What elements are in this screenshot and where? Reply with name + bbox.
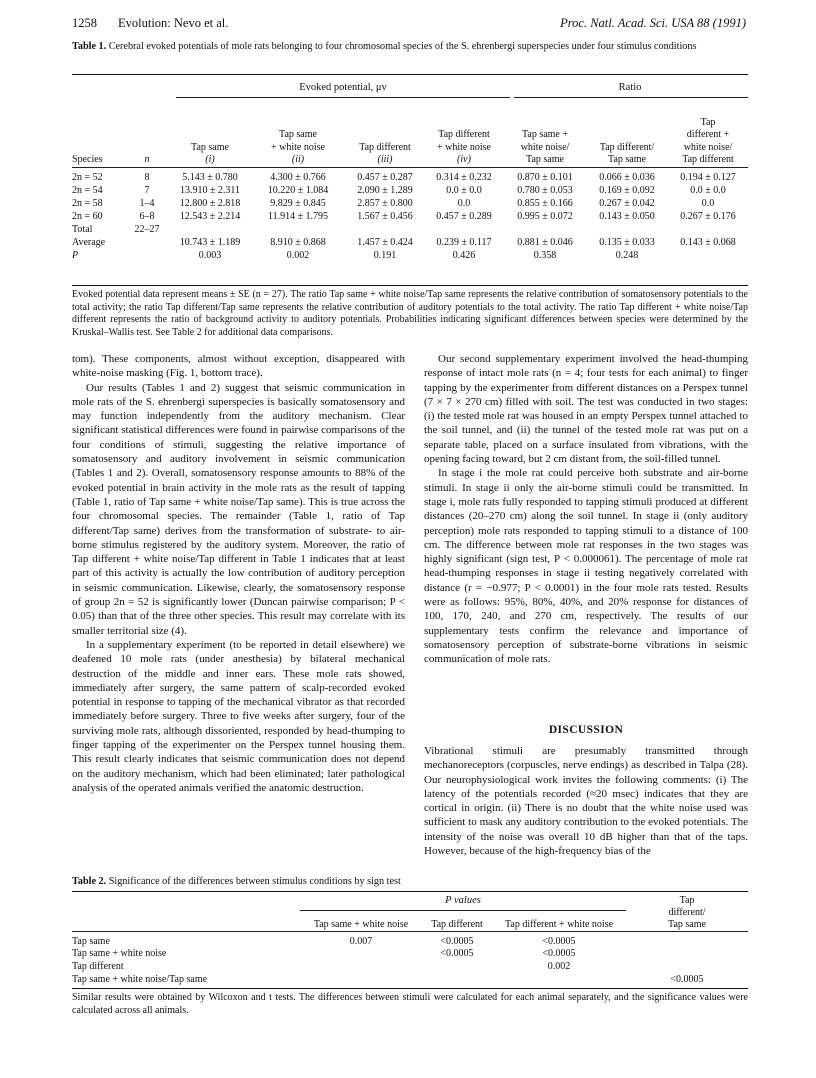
table-row (72, 197, 748, 210)
value-cell: 0.881 ± 0.046 (517, 236, 573, 248)
n-cell: 22–27 (134, 223, 160, 235)
value-cell (586, 224, 668, 237)
table2-col-head: Tap different/ Tap same (668, 895, 706, 930)
value-cell (300, 961, 422, 974)
table2-caption (72, 875, 748, 888)
value-cell: <0.0005 (542, 948, 576, 960)
table1-ratio-rule (514, 97, 748, 98)
table1-col-head: Tap different + white noise (iv) (437, 129, 491, 165)
value-cell: 0.457 ± 0.289 (436, 211, 492, 223)
table2 (72, 895, 748, 986)
species-cell: 2n = 58 (72, 198, 103, 210)
value-cell: 0.855 ± 0.166 (517, 198, 573, 210)
value-cell: 0.194 ± 0.127 (680, 171, 736, 183)
value-cell: 0.066 ± 0.036 (599, 171, 655, 183)
table-row (72, 224, 748, 237)
value-cell: 0.995 ± 0.072 (517, 211, 573, 223)
table1-bottom-rule (72, 285, 748, 286)
value-cell: <0.0005 (542, 935, 576, 947)
value-cell (422, 974, 492, 987)
table2-body (72, 936, 748, 987)
value-cell: 0.002 (286, 250, 310, 262)
row-label-cell: Tap same + white noise (72, 948, 167, 960)
value-cell: 0.003 (198, 250, 222, 262)
table-row (72, 961, 748, 974)
species-cell: Total (72, 223, 93, 235)
value-cell (422, 961, 492, 974)
value-cell: 0.870 ± 0.101 (517, 171, 573, 183)
table-row (72, 184, 748, 197)
table1-caption (72, 40, 748, 53)
table1-col-head: Tap same + white noise (ii) (271, 129, 325, 165)
table1-body (72, 171, 748, 263)
paragraph: Our results (Tables 1 and 2) suggest that seismic communication in mole rats of the S. ehrenbergi superspecies is basically somatosensory and may function independently from the auditory mechanism. Clear significant statistical differences were found in pairwise comparisons of the four conditions of stimuli, suggesting the relative importance of somatosensory and auditory involvement in seismic communication (Tables 1 and 2). Overall, somatosensory response amounts to 88% of the evoked potential in brain activity in the mole rats as the result of tapping (Table 1, ratio of Tap same + white noise/Tap same). This is true across the four chromosomal species. The remainder (Table 1, ratio of Tap different/Tap same) derives from the transformation of substrate- to air-borne stimulus registered by the auditory system. Moreover, the ratio of Tap different + white noise/Tap different in Table 1 indicates that at least part of this activity is actually the low contribution of auditory perception in seismic communication. Likewise, clearly, the somatosensory response of group 2n = 52 is significantly lower (Duncan pairwise comparison; P < 0.05) than that of the three other species. This result may correlate with its smaller territorial size (4). (72, 381, 405, 637)
table-row (72, 936, 748, 949)
n-cell: 7 (144, 184, 150, 196)
value-cell (668, 249, 748, 262)
value-cell (668, 224, 748, 237)
species-cell: Average (72, 236, 106, 248)
table1-col-head: Tap same (i) (191, 141, 229, 165)
journal-citation: Proc. Natl. Acad. Sci. USA 88 (1991) (560, 16, 746, 30)
value-cell: 10.220 ± 1.084 (267, 184, 329, 196)
table2-col-head: Tap different + white noise (504, 918, 614, 930)
table1-col-n: n (144, 154, 150, 165)
value-cell: 0.248 (615, 250, 639, 262)
value-cell: 8.910 ± 0.868 (270, 236, 326, 248)
value-cell (250, 224, 346, 237)
table-row (72, 974, 748, 987)
value-cell: 0.143 ± 0.068 (680, 236, 736, 248)
paragraph: tom). These components, almost without exception, disappeared with white-noise masking (Fig. 1, bottom trace). (72, 353, 405, 380)
species-cell: 2n = 52 (72, 171, 103, 183)
value-cell: <0.0005 (440, 948, 474, 960)
left-column (72, 352, 405, 795)
table-row (72, 948, 748, 961)
table2-caption-label: Table 2. (72, 876, 107, 887)
paragraph: In stage i the mole rat could perceive both substrate and air-borne stimuli. In stage ii only the air-borne stimuli could be transmitted. In stage i, mole rats fully responded to tapping stimuli produced at different distances (20–270 cm) along the soil tunnel. In stage ii (only auditory perception) mole rats responded to tapping stimuli to a distance of 100 cm. The difference between mole rat responses in the two stages was highly significant (sign test, P < 0.000061). The percentage of mole rat head-thumping responses in stage ii testing negatively correlated with distance (r = −0.977; P < 0.0001) in the four mole rats tested. Results were as follows: 95%, 80%, 40%, and 20% response for distances of 100, 170, 240, and 270 cm, respectively. The results of our supplementary tests confirm the relevance and importance of somatosensory perception of substrate-borne vibrations in seismic communication of mole rats. (424, 467, 748, 666)
table1-top-rule (72, 74, 748, 75)
table-row (72, 236, 748, 249)
value-cell (626, 936, 748, 949)
paragraph: Our second supplementary experiment involved the head-thumping response of intact mole rats (n = 4; four tests for each animal) to finger tapping by the experimenter from different distances on a Perspex tunnel (7 × 7 × 270 cm) filled with soil. The test was conducted in two stages: (i) the tested mole rat was housed in an empty Perspex tunnel attached to the soil tunnel, and (ii) the tunnel of the tested mole rat was put on a separate table, placed on a surface insulated from vibrations, with the opening facing toward, but 2 cm distant from, the soil-filled tunnel. (424, 353, 748, 466)
row-label-cell: Tap same (72, 935, 110, 947)
row-label-cell: Tap different (72, 961, 124, 973)
paragraph: In a supplementary experiment (to be reported in detail elsewhere) we deafened 10 mole rats (under anesthesia) by bilateral mechanical destruction of the middle and inner ears. These mole rats showed, immediately after surgery, the same pattern of scalp-recorded evoked potential in response to tapping of the mechanical vibrator as that recorded immediately before surgery. Three to five weeks after surgery, four of the surviving mole rats, although dissoriented, responded by head-thumping to finger tapping of the experimenter on the Perspex tunnel housing them. This result clearly indicates that seismic communication does not depend on the auditory mechanism, which had been eliminated; later pathological analysis of the operated animals verified the anatomic destruction. (72, 638, 405, 794)
value-cell (492, 974, 626, 987)
value-cell: 0.314 ± 0.232 (436, 171, 492, 183)
value-cell: 0.135 ± 0.033 (599, 236, 655, 248)
value-cell: 2.857 ± 0.800 (357, 198, 413, 210)
value-cell: 0.007 (349, 935, 373, 947)
discussion-text: Vibrational stimuli are presumably transmitted through mechanoreceptors (corpuscles, nerve endings) as described in Talpa (28). Our neurophysiological work invites the following comments: (i) The latency of the potentials recorded (≈20 msec) indicates that they are cortical in origin. (ii) There is no doubt that the white noise used was sufficient to mask any auditory contribution to the evoked potentials. The intensity of the noise was overall 10 dB higher than that of the taps. However, because of the high-frequency bias of the (424, 745, 748, 858)
value-cell: 0.002 (547, 961, 571, 973)
table1-col-head: Tap different + white noise/ Tap different (682, 116, 734, 165)
table-row (72, 171, 748, 184)
table2-header-row (72, 895, 748, 932)
value-cell: 1.457 ± 0.424 (357, 236, 413, 248)
value-cell: 0.358 (533, 250, 557, 262)
table1-caption-label: Table 1. (72, 41, 107, 52)
table1-col-head: Tap same + white noise/ Tap same (520, 129, 570, 165)
species-cell: P (72, 250, 79, 262)
value-cell (626, 948, 748, 961)
value-cell: 9.829 ± 0.845 (270, 198, 326, 210)
table2-col-head: Tap same + white noise (313, 918, 409, 930)
value-cell: 2.090 ± 1.289 (357, 184, 413, 196)
value-cell: 0.267 ± 0.042 (599, 198, 655, 210)
table1-col-species: Species (72, 154, 103, 165)
table2-bottom-rule (72, 988, 748, 989)
value-cell: 0.426 (452, 250, 476, 262)
n-cell: 8 (144, 171, 150, 183)
species-cell: 2n = 54 (72, 184, 103, 196)
table1-caption-text: Cerebral evoked potentials of mole rats belonging to four chromosomal species of the S. ehrenbergi superspecies under four stimulus conditions (108, 41, 697, 52)
value-cell: 0.0 ± 0.0 (446, 184, 482, 196)
page-number: 1258 (72, 16, 97, 30)
value-cell: 12.800 ± 2.818 (179, 198, 241, 210)
table1-group-evoked: Evoked potential, μv (299, 82, 387, 93)
value-cell (346, 224, 424, 237)
value-cell: 0.0 ± 0.0 (690, 184, 726, 196)
value-cell: 0.457 ± 0.287 (357, 171, 413, 183)
value-cell: 0.780 ± 0.053 (517, 184, 573, 196)
value-cell: 4.300 ± 0.766 (270, 171, 326, 183)
value-cell (504, 224, 586, 237)
row-label-cell: Tap same + white noise/Tap same (72, 973, 208, 985)
discussion-heading: DISCUSSION (548, 724, 624, 736)
value-cell: 0.191 (373, 250, 397, 262)
n-cell (124, 236, 170, 249)
table1-group-ratio: Ratio (618, 82, 642, 93)
n-cell: 1–4 (139, 198, 155, 210)
value-cell: 13.910 ± 2.311 (179, 184, 241, 196)
value-cell: 0.169 ± 0.092 (599, 184, 655, 196)
value-cell: 11.914 ± 1.795 (267, 211, 329, 223)
table2-group-p: P values (445, 895, 481, 906)
table1-col-head: Tap different (iii) (359, 141, 411, 165)
value-cell (300, 974, 422, 987)
table1-header-row (72, 101, 748, 167)
value-cell (300, 948, 422, 961)
value-cell (170, 224, 250, 237)
value-cell: 0.0 (701, 198, 715, 210)
table2-caption-text: Significance of the differences between stimulus conditions by sign test (108, 876, 401, 887)
table1-evoked-rule (176, 97, 510, 98)
table-row (72, 249, 748, 262)
table2-top-rule (72, 891, 748, 892)
species-cell: 2n = 60 (72, 211, 103, 223)
value-cell: 0.143 ± 0.050 (599, 211, 655, 223)
value-cell: 12.543 ± 2.214 (179, 211, 241, 223)
table2-col-head: Tap different (431, 918, 483, 930)
table1 (72, 101, 748, 263)
value-cell (626, 961, 748, 974)
right-column (424, 352, 748, 667)
value-cell (424, 224, 504, 237)
value-cell: 5.143 ± 0.780 (182, 171, 238, 183)
n-cell: 6–8 (139, 211, 155, 223)
table-row (72, 211, 748, 224)
n-cell (124, 249, 170, 262)
value-cell: 0.267 ± 0.176 (680, 211, 736, 223)
value-cell: 10.743 ± 1.189 (179, 236, 241, 248)
value-cell: 0.0 (457, 198, 471, 210)
value-cell: 0.239 ± 0.117 (436, 236, 492, 248)
table2-footnote: Similar results were obtained by Wilcoxon and t tests. The differences between stimuli were calculated for each animal separately, and the significance values were calculated across all animals. (72, 992, 748, 1016)
value-cell: <0.0005 (440, 935, 474, 947)
table1-col-head: Tap different/ Tap same (599, 141, 655, 165)
running-title: Evolution: Nevo et al. (118, 16, 229, 30)
value-cell: <0.0005 (670, 973, 704, 985)
table1-footnote: Evoked potential data represent means ± SE (n = 27). The ratio Tap same + white noise/Tap same represents the relative contribution of somatosensory potentials to the total activity; the ratio Tap different/Tap same represents the relative contribution of auditory potentials to the total activity. The ratio Tap different + white noise/Tap different represents the ratio of background activity to auditory potentials. Probabilities indicating significant differences between species were determined by the Kruskal–Wallis test. See Table 2 for additional data comparisons. (72, 289, 748, 339)
value-cell: 1.567 ± 0.456 (357, 211, 413, 223)
